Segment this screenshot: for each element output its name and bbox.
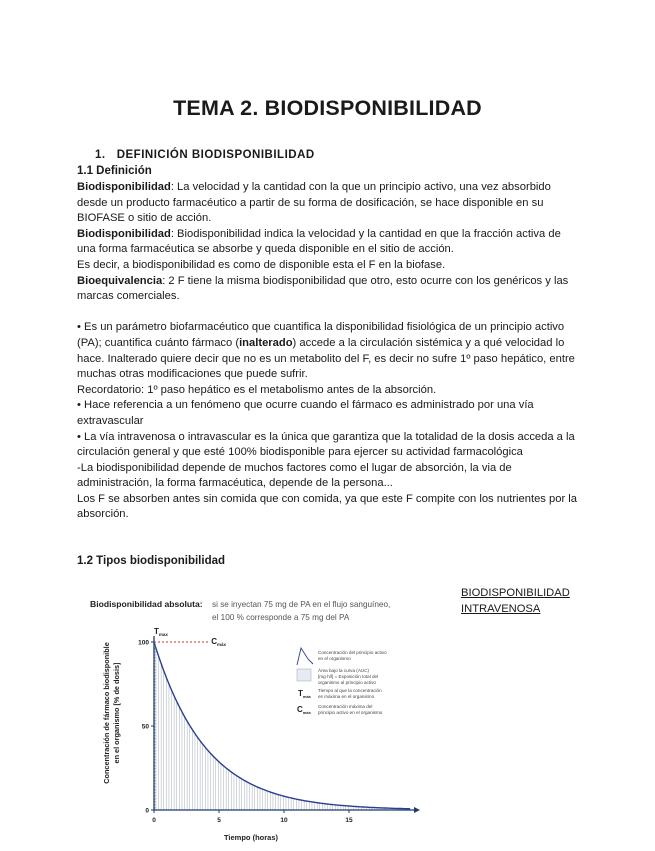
paragraph-bioequivalencia	[77, 274, 582, 305]
legend-item-2-line1: Área bajo la curva (AUC)	[318, 668, 370, 673]
bioavailability-figure	[84, 588, 429, 846]
legend-item-3-line2: es máxima en el organismo	[318, 694, 375, 699]
definition: : 2 F tiene la misma biodisponibilidad que otro, esto ocurre con los genéricos y las marcas comerciales.	[77, 274, 569, 303]
paragraph-extravascular: • Hace referencia a un fenómeno que ocurre cuando el fármaco es administrado por una vía extravascular	[77, 399, 534, 427]
legend-item-2-line3: organismo al principio activo	[318, 680, 376, 685]
paragraph-recordatorio: Recordatorio: 1º paso hepático es el metabolismo antes de la absorción.	[77, 383, 437, 396]
chart-subtitle-line1: si se inyectan 75 mg de PA en el flujo sanguíneo,	[212, 600, 391, 609]
y-tick-label: 50	[141, 723, 149, 731]
legend-area-symbol	[297, 669, 311, 681]
paragraph-es-decir: Es decir, a biodisponibilidad es como de disponible esta el F en la biofase.	[77, 258, 446, 271]
tmax-label: $T_{max}$	[154, 627, 168, 637]
text-part: • Es un parámetro biofarmacéutico que cuantifica la disponibilidad fisiológica de un principio activo (PA); cuantifica cuánto fármaco (	[77, 321, 565, 349]
x-axis-label: Tiempo (horas)	[223, 833, 279, 842]
subsection-heading-1-2: 1.2 Tipos biodisponibilidad	[77, 555, 226, 567]
side-label-line2: INTRAVENOSA	[461, 602, 541, 615]
y-tick-label: 100	[138, 639, 149, 647]
chart-subtitle-line2: el 100 % corresponde a 75 mg del PA	[212, 613, 350, 622]
definition: : Biodisponibilidad indica la velocidad y la cantidad en que la fracción activa de una forma farmacéutica se absorbe y queda disponible en el sitio de acción.	[77, 227, 561, 256]
legend-tmax-symbol: $T_{máx}$	[298, 689, 311, 699]
y-tick-label: 0	[145, 807, 149, 815]
cmax-label: $C_{máx}$	[211, 637, 226, 647]
legend-item-3-line1: Tiempo al que la concentración	[318, 688, 382, 693]
paragraph-parametro	[77, 320, 582, 382]
document-title: TEMA 2. BIODISPONIBILIDAD	[173, 96, 482, 120]
paragraph-biodisponibilidad-2	[77, 227, 582, 258]
paragraph-intravenosa: • La vía intravenosa o intravascular es la única que garantiza que la totalidad de la dosis acceda a la circulación general y que esté 100% biodisponible para ejercer su actividad farmacológica	[77, 430, 575, 459]
paragraph-biodisponibilidad-1	[77, 180, 582, 227]
text-part: ) accede a la circulación sistémica y a qué velocidad lo hace. Inalterado quiere decir que no es un metabolito del F, es decir no sufre 1º paso hepático, entre muchas otras modificaciones que puede sufrir.	[77, 336, 575, 381]
definition: : La velocidad y la cantidad con la que un principio activo, una vez absorbido desde un producto farmacéutico a partir de su forma de dosificación, se hace disponible en su BIOFASE o sitio de acción.	[77, 181, 551, 225]
bold-inalterado: inalterado	[239, 336, 293, 349]
term: Biodisponibilidad	[77, 227, 171, 240]
x-tick-label: 10	[280, 817, 288, 824]
section-number: 1.	[95, 149, 106, 161]
legend-item-4-line1: Concentración máxima del	[318, 704, 373, 709]
legend-item-4-line2: principio activo en el organismo	[318, 710, 383, 715]
x-tick-label: 0	[152, 817, 156, 824]
paragraph-factores: -La biodisponibilidad depende de muchos factores como el lugar de absorción, la via de administración, la forma farmacéutica, depende de la persona...	[77, 461, 512, 490]
x-tick-label: 5	[217, 817, 221, 824]
legend-item-1-line2: en el organismo	[318, 656, 351, 661]
side-label-line1: BIODISPONIBILIDAD	[461, 587, 570, 599]
paragraph-comida: Los F se absorben antes sin comida que con comida, ya que este F compite con los nutrientes por la absorción.	[77, 492, 577, 521]
term: Biodisponibilidad	[77, 181, 171, 193]
side-label	[461, 586, 570, 617]
bioavailability-chart	[84, 588, 429, 846]
chart-title: Biodisponibilidad absoluta:	[90, 599, 203, 609]
section-label: DEFINICIÓN BIODISPONIBILIDAD	[116, 149, 315, 161]
legend-cmax-symbol: $C_{máx}$	[297, 705, 311, 715]
subsection-heading-1-1: 1.1 Definición	[77, 165, 152, 177]
legend-item-1-line1: Concentración del principio activo	[318, 650, 387, 655]
term: Bioequivalencia	[77, 274, 163, 287]
section-heading-1	[95, 149, 315, 161]
y-axis-label-line1: Concentración de fármaco biodisponible	[102, 642, 111, 784]
legend-item-2-line2: [mg·h/l] = Exposición total del	[318, 674, 379, 679]
x-tick-label: 15	[345, 817, 353, 824]
y-axis-label-line2: en el organismo [% de dosis]	[112, 662, 121, 764]
body-text	[77, 180, 582, 523]
